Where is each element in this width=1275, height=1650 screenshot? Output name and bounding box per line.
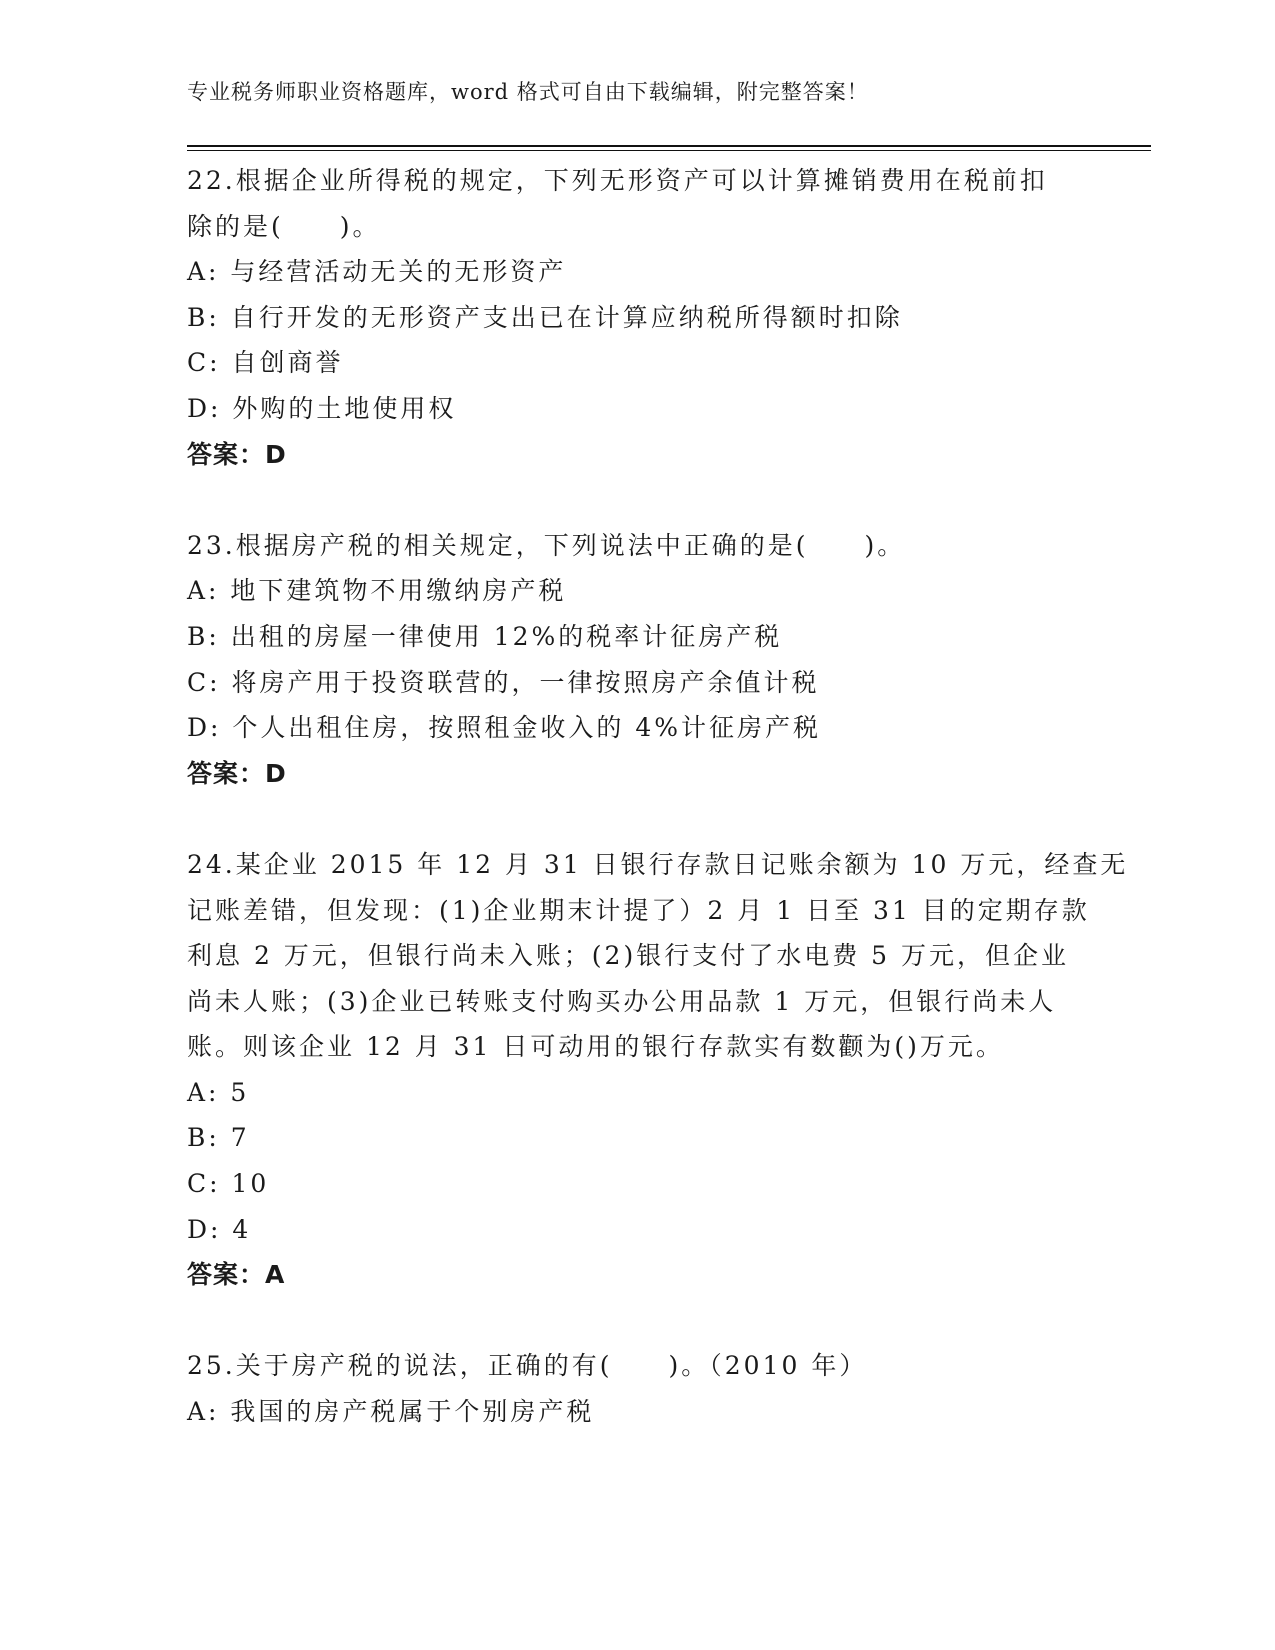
question-text: 24.某企业 2015 年 12 月 31 日银行存款日记账余额为 10 万元，经查无 [187, 849, 1129, 879]
option-b: B: 出租的房屋一律使用 12%的税率计征房产税 [187, 621, 783, 651]
option-d: D: 4 [187, 1214, 252, 1244]
header-rule-thick [187, 145, 1151, 147]
answer-text: 答案：A [187, 1260, 286, 1290]
option-b: B: 自行开发的无形资产支出已在计算应纳税所得额时扣除 [187, 302, 903, 332]
option-c: C: 10 [187, 1169, 270, 1199]
answer-text: 答案：D [187, 439, 287, 469]
option-a: A: 我国的房产税属于个别房产税 [187, 1397, 595, 1427]
question-list [187, 158, 1129, 1435]
question-text: 22.根据企业所得税的规定，下列无形资产可以计算摊销费用在税前扣 [187, 166, 1048, 195]
question-text: 利息 2 万元，但银行尚未入账；(2)银行支付了水电费 5 万元，但企业 [187, 941, 1070, 971]
spacer [187, 1298, 1087, 1344]
option-c: C: 自创商誉 [187, 348, 344, 378]
option-a: A: 5 [187, 1077, 250, 1107]
question-text: 账。则该企业 12 月 31 日可动用的银行存款实有数颧为()万元。 [187, 1032, 1004, 1062]
option-a: A: 与经营活动无关的无形资产 [187, 257, 567, 287]
question-text: 尚未人账；(3)企业已转账支付购买办公用品款 1 万元，但银行尚未人 [187, 986, 1057, 1016]
option-a: A: 地下建筑物不用缴纳房产税 [187, 576, 567, 606]
answer-text: 答案：D [187, 758, 287, 788]
question-25 [187, 1343, 1087, 1434]
question-text: 23.根据房产税的相关规定，下列说法中正确的是( )。 [187, 530, 906, 560]
question-22 [187, 158, 1087, 477]
option-d: D: 外购的土地使用权 [187, 393, 457, 423]
question-text: 记账差错，但发现：(1)企业期末计提了）2 月 1 日至 31 目的定期存款 [187, 895, 1090, 925]
question-text: 25.关于房产税的说法，正确的有( )。（2010 年） [187, 1351, 868, 1381]
question-23 [187, 523, 1087, 797]
question-text: 除的是( )。 [187, 211, 381, 241]
header-rule-thin [187, 150, 1151, 151]
question-24 [187, 842, 1129, 1298]
option-c: C: 将房产用于投资联营的，一律按照房产余值计税 [187, 667, 820, 697]
spacer [187, 796, 1087, 842]
spacer [187, 477, 1087, 523]
option-b: B: 7 [187, 1123, 250, 1153]
option-d: D: 个人出租住房，按照租金收入的 4%计征房产税 [187, 713, 822, 743]
page-header: 专业税务师职业资格题库，word 格式可自由下载编辑，附完整答案！ [187, 80, 869, 104]
